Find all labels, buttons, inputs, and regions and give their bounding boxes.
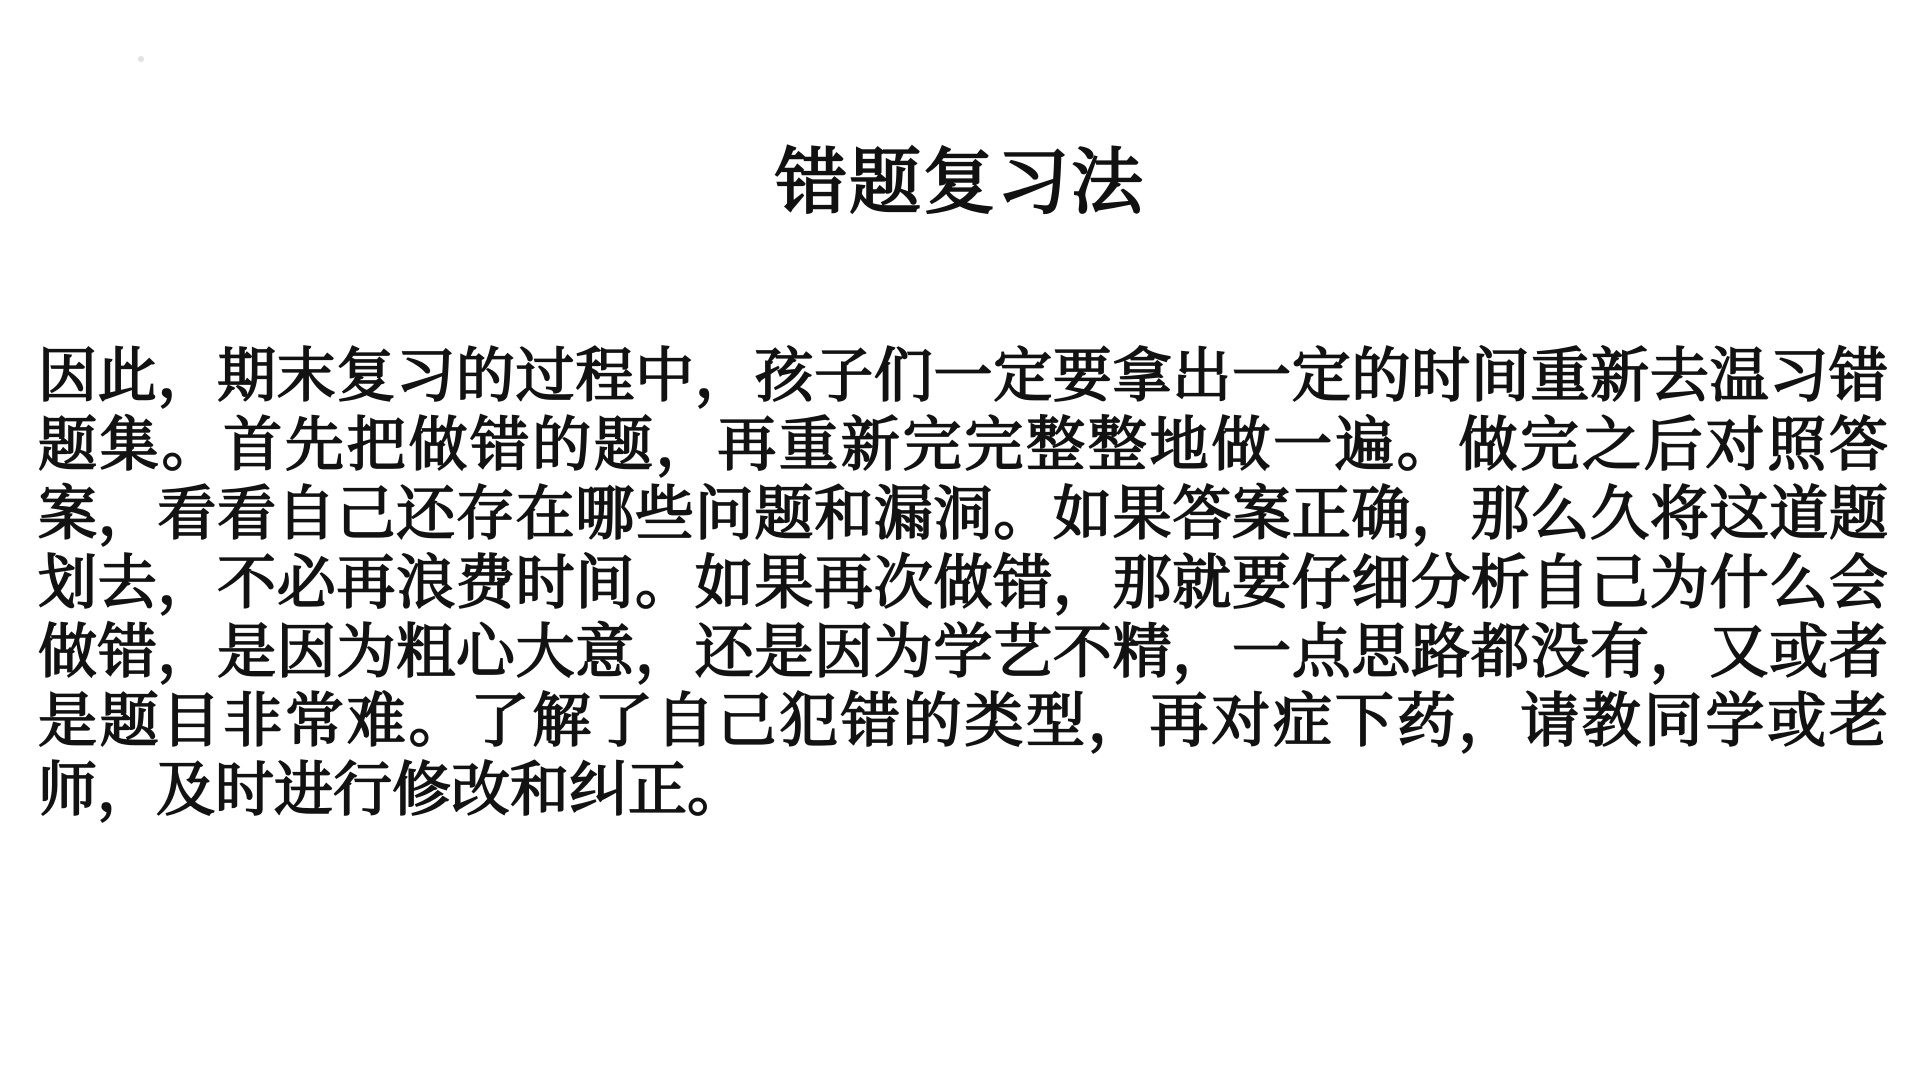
decorative-dot-icon	[138, 56, 144, 62]
body-text-block	[38, 282, 1888, 883]
body-paragraph: 因此，期末复习的过程中，孩子们一定要拿出一定的时间重新去温习错题集。首先把做错的题，再重新完完整整地做一遍。做完之后对照答案，看看自己还存在哪些问题和漏洞。如果答案正确，那么久将这道题划去，不必再浪费时间。如果再次做错，那就要仔细分析自己为什么会做错，是因为粗心大意，还是因为学艺不精，一点思路都没有，又或者是题目非常难。了解了自己犯错的类型，再对症下药，请教同学或老师，及时进行修改和纠正。	[38, 341, 1888, 825]
page-title: 错题复习法	[774, 140, 1145, 225]
